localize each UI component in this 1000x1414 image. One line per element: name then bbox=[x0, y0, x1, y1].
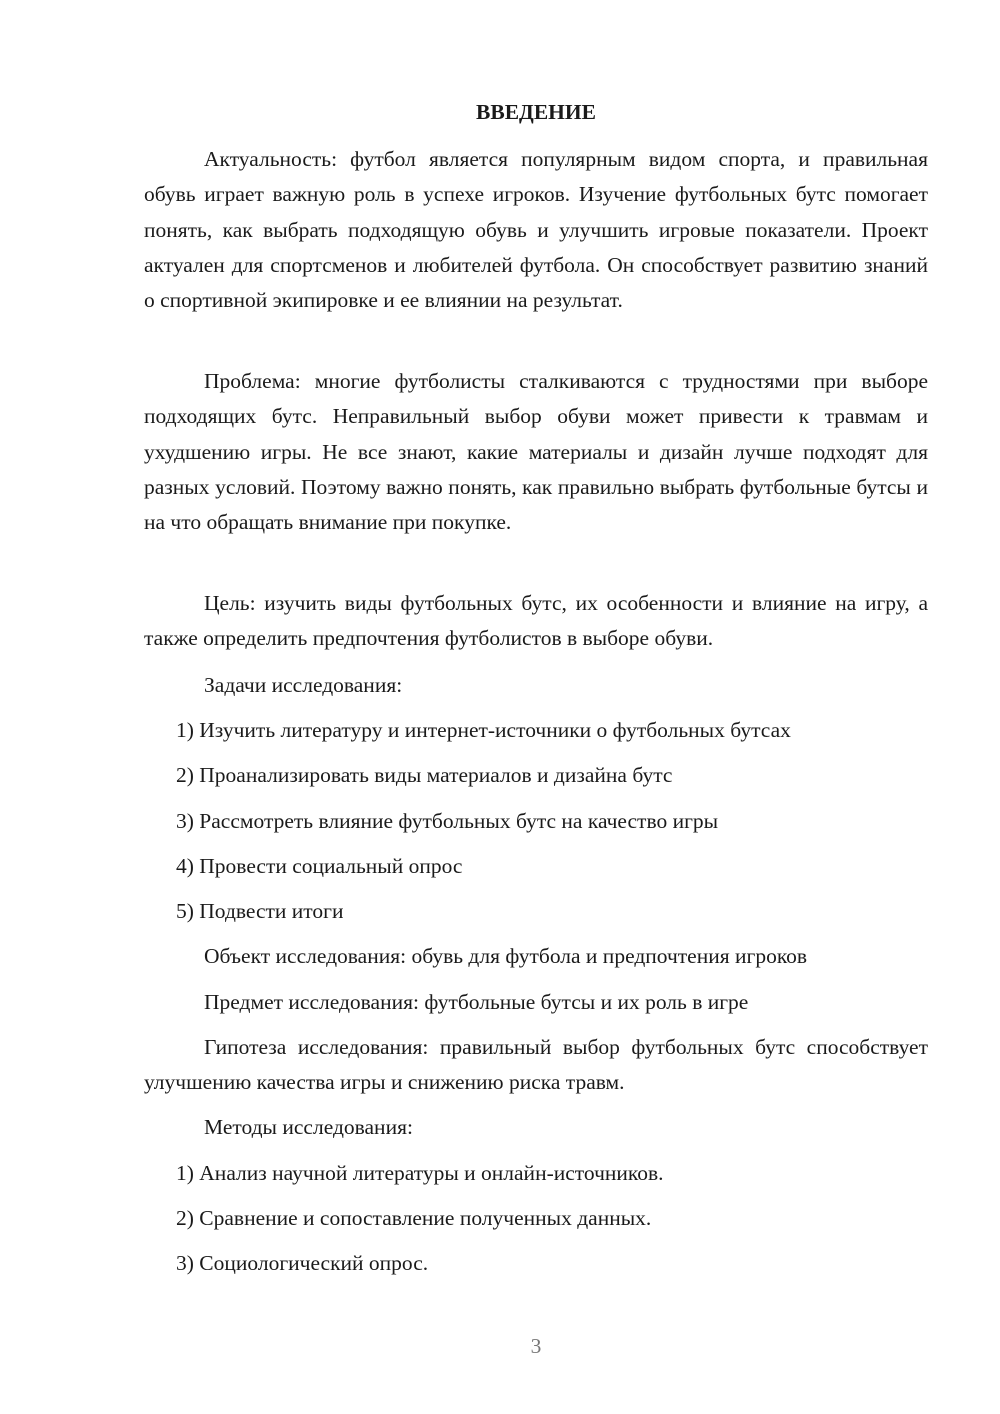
methods-heading: Методы исследования: bbox=[204, 1115, 413, 1139]
method-item: 2) Сравнение и сопоставление полученных данных. bbox=[176, 1206, 652, 1230]
method-item: 3) Социологический опрос. bbox=[176, 1251, 429, 1275]
task-item: 2) Проанализировать виды материалов и дизайна бутс bbox=[176, 763, 673, 787]
research-object: Объект исследования: обувь для футбола и предпочтения игроков bbox=[204, 944, 808, 968]
method-item: 1) Анализ научной литературы и онлайн-источников. bbox=[176, 1161, 664, 1185]
relevance-paragraph: Актуальность: футбол является популярным видом спорта, и правильная обувь играет важную роль в успехе игроков. Изучение футбольных бутс помогает понять, как выбрать подходящую обувь и улучшить игровые показатели. Проект актуален для спортсменов и любителей футбола. Он способствует развитию знаний о спортивной экипировке и ее влиянии на результат. bbox=[144, 147, 928, 313]
problem-paragraph: Проблема: многие футболисты сталкиваются с трудностями при выборе подходящих бутс. Неправильный выбор обуви может привести к травмам и ухудшению игры. Не все знают, какие материалы и дизайн лучше подходят для разных условий. Поэтому важно понять, как правильно выбрать футбольные бутсы и на что обращать внимание при покупке. bbox=[144, 369, 928, 535]
page-title: ВВЕДЕНИЕ bbox=[476, 100, 596, 124]
task-item: 4) Провести социальный опрос bbox=[176, 854, 463, 878]
page-number: 3 bbox=[530, 1334, 542, 1358]
task-item: 5) Подвести итоги bbox=[176, 899, 344, 923]
tasks-heading: Задачи исследования: bbox=[204, 673, 403, 697]
task-item: 3) Рассмотреть влияние футбольных бутс на качество игры bbox=[176, 809, 719, 833]
hypothesis-paragraph: Гипотеза исследования: правильный выбор футбольных бутс способствует улучшению качества игры и снижению риска травм. bbox=[144, 1035, 928, 1095]
goal-paragraph: Цель: изучить виды футбольных бутс, их особенности и влияние на игру, а также определить предпочтения футболистов в выборе обуви. bbox=[144, 591, 928, 651]
task-item: 1) Изучить литературу и интернет-источники о футбольных бутсах bbox=[176, 718, 791, 742]
research-subject: Предмет исследования: футбольные бутсы и их роль в игре bbox=[204, 990, 749, 1014]
